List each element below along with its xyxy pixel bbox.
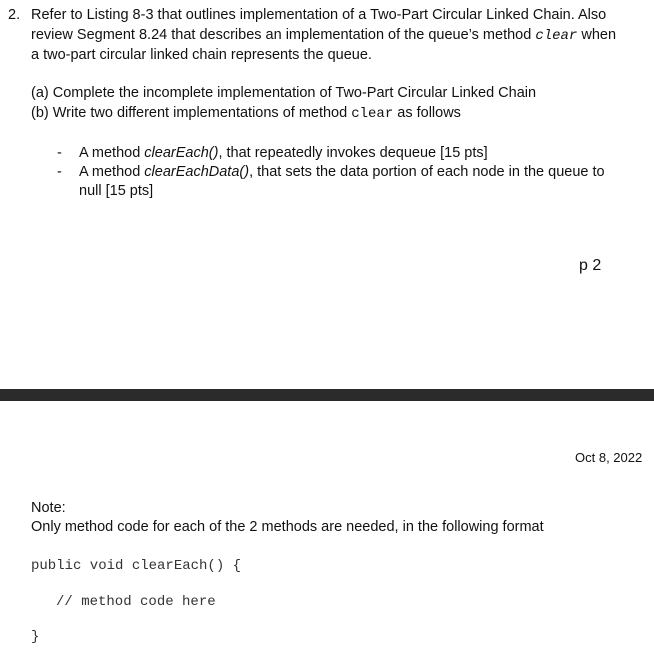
question-number: 2. — [8, 7, 21, 23]
intro-line2-end: when — [577, 27, 617, 43]
page-marker: p 2 — [579, 257, 602, 274]
bullet-text: A method — [79, 145, 145, 161]
bullet-text: , that repeatedly invokes dequeue [15 pts] — [218, 145, 488, 161]
bullet-text: A method — [79, 164, 145, 180]
note-text: Only method code for each of the 2 methods are needed, in the following format — [31, 519, 544, 535]
note-title: Note: — [31, 500, 66, 516]
bullet-dash: - — [57, 145, 62, 161]
question-intro-line3: a two-part circular linked chain represents the queue. — [31, 47, 372, 63]
question-intro-line1: Refer to Listing 8-3 that outlines implementation of a Two-Part Circular Linked Chain. Also — [31, 7, 607, 23]
bullet-continuation: null [15 pts] — [79, 183, 154, 199]
code-line-closing-brace: } — [31, 629, 40, 645]
bullet-method-name: clearEach() — [144, 145, 219, 161]
section-divider — [0, 389, 654, 401]
code-line-signature: public void clearEach() { — [31, 558, 242, 574]
bullet-text: , that sets the data portion of each node in the queue to — [249, 164, 605, 180]
question-intro-line2 — [31, 25, 616, 46]
bullet-dash: - — [57, 164, 62, 180]
part-b-end: as follows — [393, 105, 461, 121]
part-b — [31, 103, 461, 124]
bullet-item — [79, 162, 605, 182]
bullet-item — [79, 143, 488, 163]
post-date: Oct 8, 2022 — [575, 450, 643, 465]
bullet-method-name: clearEachData() — [144, 164, 250, 180]
part-b-clear-code: clear — [351, 106, 394, 122]
part-b-text: (b) Write two different implementations of method — [31, 105, 352, 121]
intro-clear-code: clear — [535, 28, 578, 44]
part-a: (a) Complete the incomplete implementation of Two-Part Circular Linked Chain — [31, 85, 537, 101]
intro-line2-text: review Segment 8.24 that describes an implementation of the queue’s method — [31, 27, 536, 43]
code-line-comment: // method code here — [56, 594, 216, 610]
